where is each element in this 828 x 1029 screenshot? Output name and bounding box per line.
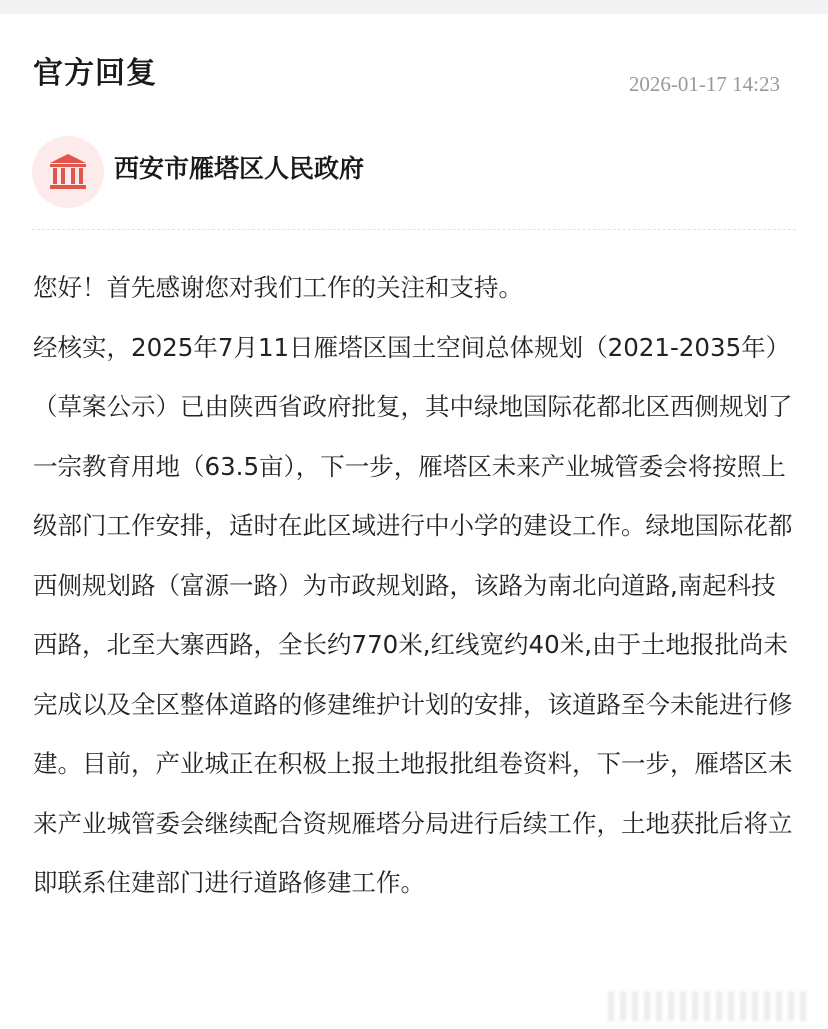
official-reply-card [0,14,828,1029]
avatar [32,136,104,208]
divider [32,229,796,230]
watermark [608,991,808,1021]
organization-name: 西安市雁塔区人民政府 [114,154,365,183]
government-building-icon [48,153,88,191]
reply-body [33,258,795,913]
reply-greeting: 您好！首先感谢您对我们工作的关注和支持。 [33,273,523,302]
reply-content: 经核实，2025年7月11日雁塔区国土空间总体规划（2021-2035年）（草案公示）已由陕西省政府批复，其中绿地国际花都北区西侧规划了一宗教育用地（63.5亩），下一步，雁塔区未来产业城管委会将按照上级部门工作安排，适时在此区域进行中小学的建设工作。绿地国际花都西侧规划路（富源一路）为市政规划路，该路为南北向道路,南起科技西路，北至大寨西路，全长约770米,红线宽约40米,由于土地报批尚未完成以及全区整体道路的修建维护计划的安排，该道路至今未能进行修建。目前，产业城正在积极上报土地报批组卷资料，下一步，雁塔区未来产业城管委会继续配合资规雁塔分局进行后续工作，土地获批后将立即联系住建部门进行道路修建工作。 [33,332,793,897]
section-title: 官方回复 [33,56,157,91]
reply-timestamp: 2026-01-17 14:23 [628,72,780,96]
